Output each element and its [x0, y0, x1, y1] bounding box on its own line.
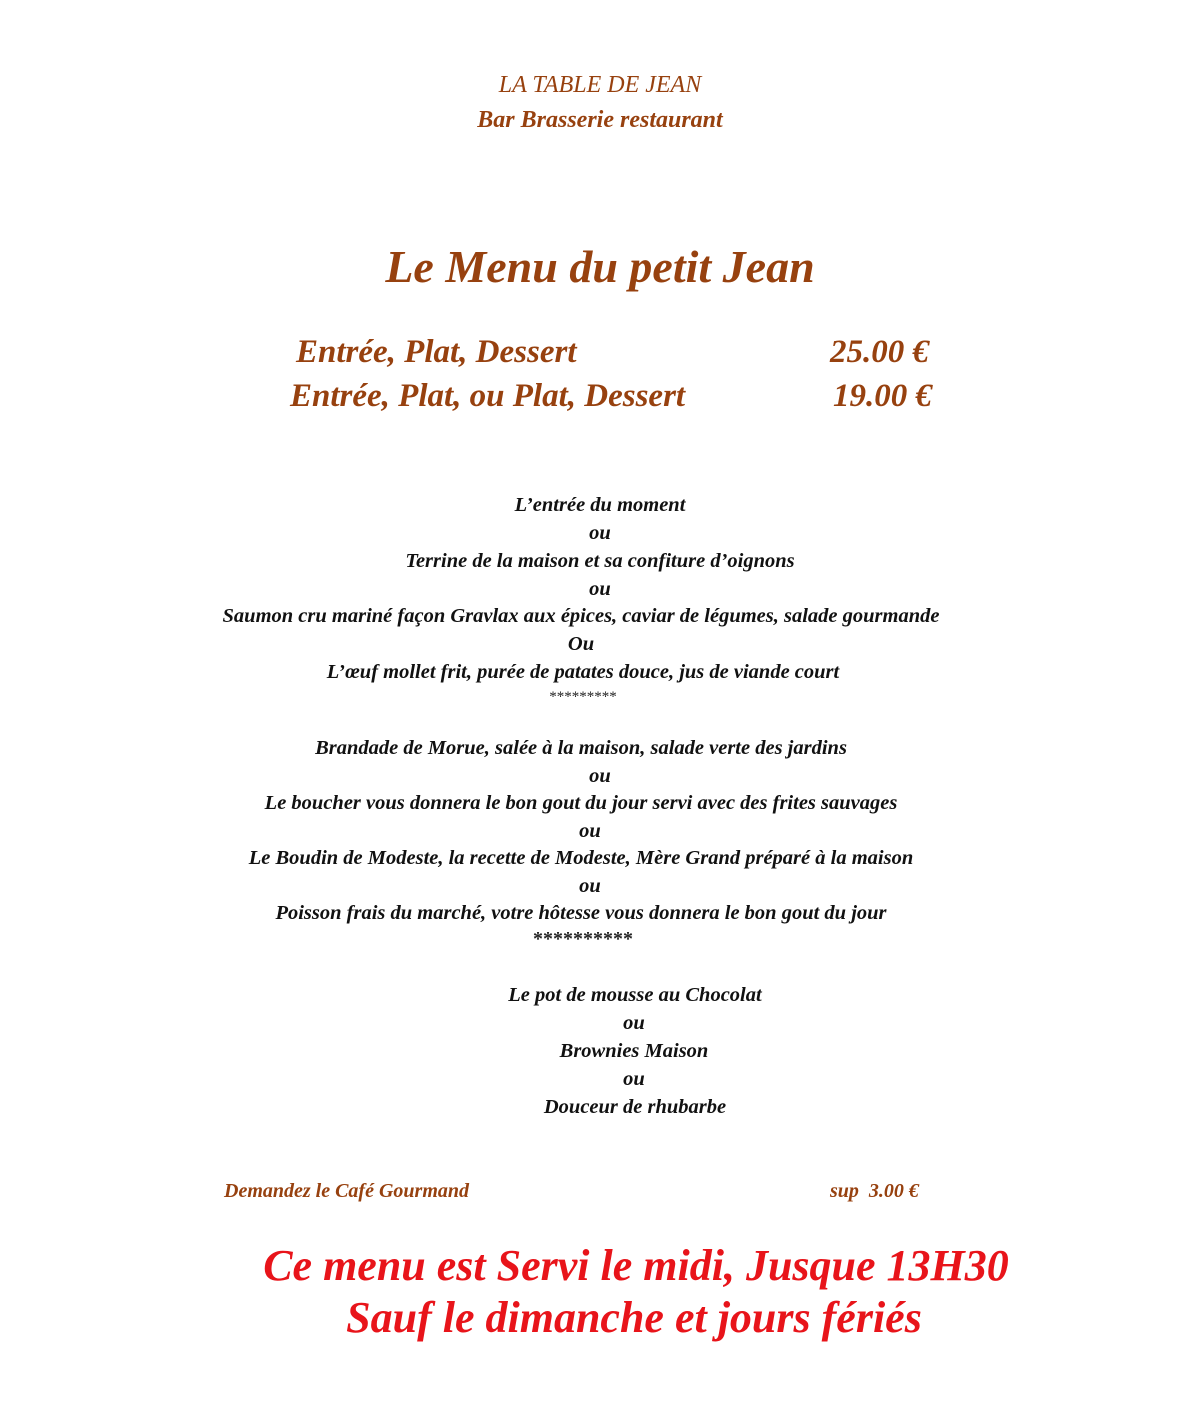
starter-separator-2: ou — [589, 578, 611, 600]
main-separator-1: ou — [589, 765, 611, 787]
formula-price-2: 19.00 € — [833, 378, 932, 414]
main-item-3: Le Boudin de Modeste, la recette de Modeste, Mère Grand préparé à la maison — [248, 847, 914, 869]
service-notice-line-2: Sauf le dimanche et jours fériés — [346, 1293, 922, 1342]
starter-item-3: Saumon cru mariné façon Gravlax aux épices, caviar de légumes, salade gourmande — [222, 605, 940, 627]
formula-label-1: Entrée, Plat, Dessert — [296, 334, 577, 370]
starter-item-2: Terrine de la maison et sa confiture d’oignons — [405, 550, 795, 572]
mains-divider: ********** — [533, 928, 633, 950]
dessert-item-2: Brownies Maison — [559, 1040, 709, 1062]
starter-item-4: L’œuf mollet frit, purée de patates douce, jus de viande court — [326, 661, 840, 683]
restaurant-subtitle: Bar Brasserie restaurant — [477, 107, 723, 133]
main-item-4: Poisson frais du marché, votre hôtesse vous donnera le bon gout du jour — [275, 902, 887, 924]
dessert-separator-1: ou — [623, 1012, 645, 1034]
dessert-separator-2: ou — [623, 1068, 645, 1090]
dessert-item-1: Le pot de mousse au Chocolat — [508, 984, 762, 1006]
starter-separator-3: Ou — [567, 633, 595, 655]
starter-separator-1: ou — [589, 522, 611, 544]
main-item-2: Le boucher vous donnera le bon gout du jour servi avec des frites sauvages — [264, 792, 898, 814]
service-notice-line-1: Ce menu est Servi le midi, Jusque 13H30 — [263, 1241, 1009, 1290]
main-separator-2: ou — [579, 820, 601, 842]
main-separator-3: ou — [579, 875, 601, 897]
dessert-item-3: Douceur de rhubarbe — [543, 1096, 727, 1118]
menu-title: Le Menu du petit Jean — [385, 241, 815, 292]
starter-item-1: L’entrée du moment — [514, 494, 686, 516]
formula-label-2: Entrée, Plat, ou Plat, Dessert — [290, 378, 686, 414]
cafe-gourmand-price: sup 3.00 € — [830, 1180, 919, 1202]
cafe-gourmand-label: Demandez le Café Gourmand — [224, 1180, 469, 1202]
main-item-1: Brandade de Morue, salée à la maison, salade verte des jardins — [315, 737, 847, 759]
formula-price-1: 25.00 € — [830, 334, 929, 370]
starters-divider: ********* — [549, 689, 617, 705]
restaurant-name: LA TABLE DE JEAN — [498, 72, 702, 98]
